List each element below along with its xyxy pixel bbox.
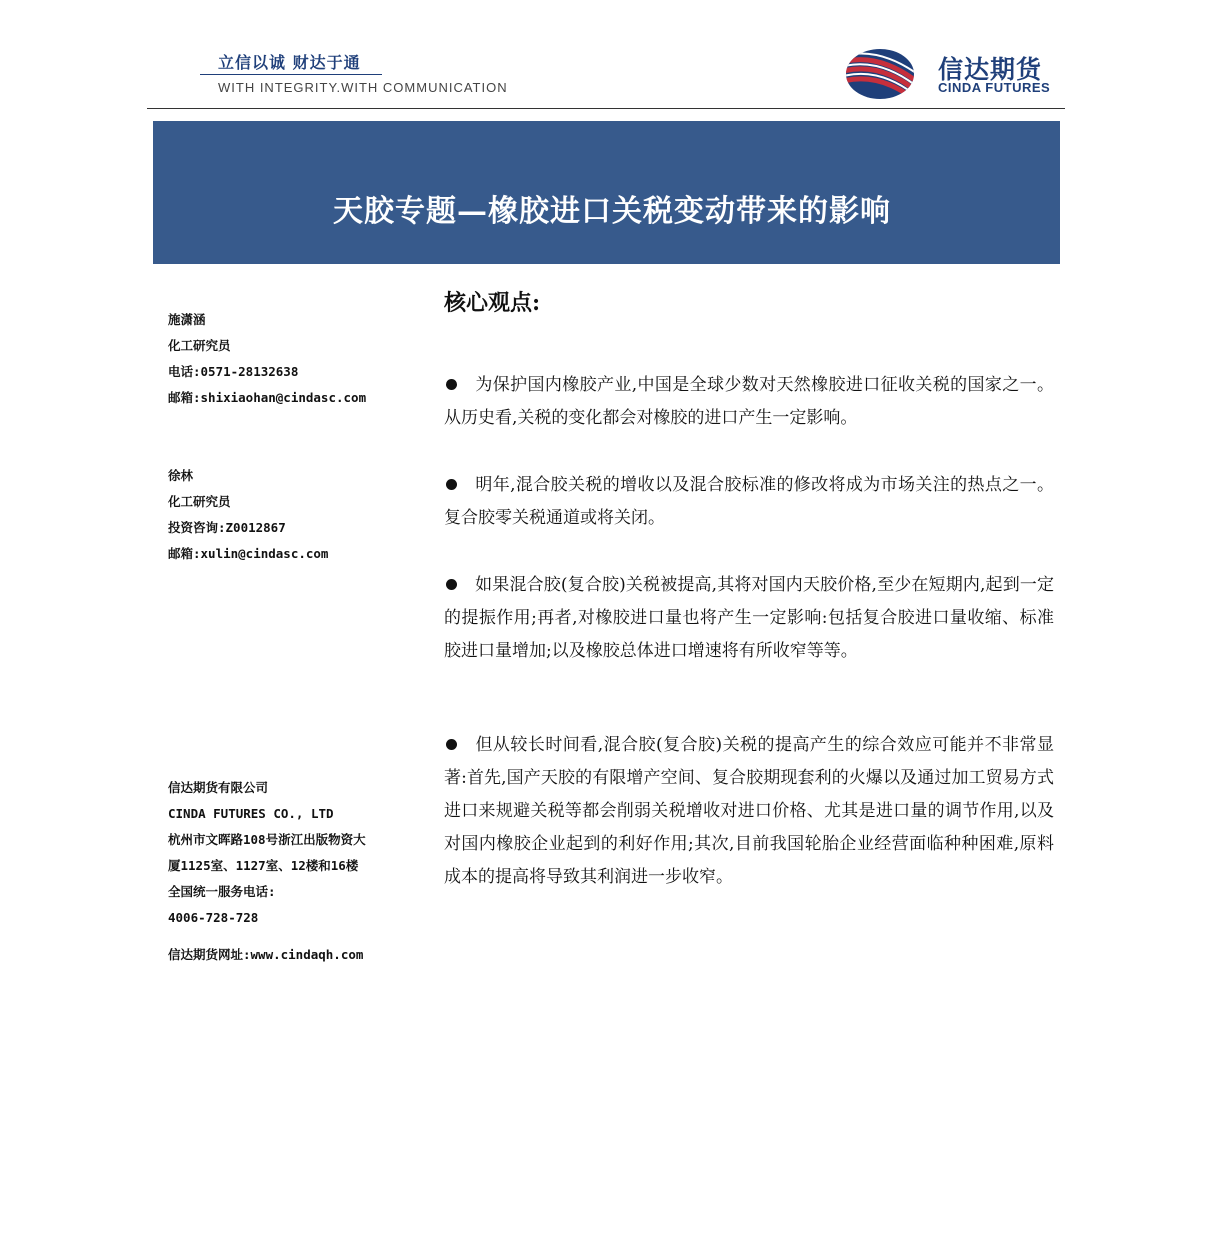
analyst-2-block (168, 463, 328, 567)
company-name-en: CINDA FUTURES CO., LTD (168, 806, 334, 821)
company-address-1: 杭州市文晖路108号浙江出版物资大 (168, 832, 366, 847)
analyst-1-block (168, 307, 366, 411)
company-hotline-label: 全国统一服务电话: (168, 884, 276, 899)
analyst-1-phone: 电话:0571-28132638 (168, 364, 299, 379)
slogan-underline (200, 74, 382, 75)
bullet-icon (446, 379, 457, 390)
slogan-cn: 立信以诚 财达于通 (218, 53, 361, 72)
analyst-2-email: 邮箱:xulin@cindasc.com (168, 546, 329, 561)
logo-text-en: CINDA FUTURES (938, 80, 1051, 95)
analyst-2-name: 徐林 (168, 468, 194, 483)
section-title: 核心观点: (444, 290, 541, 316)
header-divider (147, 108, 1065, 109)
analyst-1-email: 邮箱:shixiaohan@cindasc.com (168, 390, 367, 405)
bullet-icon (446, 579, 457, 590)
analyst-2-role: 化工研究员 (168, 494, 231, 509)
key-point-3 (444, 569, 1054, 668)
bullet-icon (446, 739, 457, 750)
company-website: 信达期货网址:www.cindaqh.com (168, 947, 364, 962)
logo-text-cn: 信达期货 (938, 55, 1043, 84)
company-hotline: 4006-728-728 (168, 910, 259, 925)
key-point-text: 但从较长时间看,混合胶(复合胶)关税的提高产生的综合效应可能并不非常显著:首先,国产天胶的有限增产空间、复合胶期现套利的火爆以及通过加工贸易方式进口来规避关税等都会削弱关税增收对进口价格、尤其是进口量的调节作用,以及对国内橡胶企业起到的利好作用;其次,目前我国轮胎企业经营面临种种困难,原料成本的提高将导致其利润进一步收窄。 (444, 735, 1054, 887)
key-point-2 (444, 469, 1054, 535)
company-website-block (168, 942, 363, 968)
analyst-1-role: 化工研究员 (168, 338, 231, 353)
analyst-1-name: 施潇涵 (168, 312, 206, 327)
company-block (168, 775, 366, 931)
key-point-text: 明年,混合胶关税的增收以及混合胶标准的修改将成为市场关注的热点之一。复合胶零关税通道或将关闭。 (444, 475, 1054, 528)
company-address-2: 厦1125室、1127室、12楼和16楼 (168, 858, 359, 873)
report-title: 天胶专题—橡胶进口关税变动带来的影响 (333, 194, 891, 229)
bullet-icon (446, 479, 457, 490)
key-point-4 (444, 729, 1054, 894)
company-name-cn: 信达期货有限公司 (168, 780, 269, 795)
key-point-text: 为保护国内橡胶产业,中国是全球少数对天然橡胶进口征收关税的国家之一。从历史看,关税的变化都会对橡胶的进口产生一定影响。 (444, 375, 1054, 428)
slogan-en: WITH INTEGRITY.WITH COMMUNICATION (218, 80, 508, 95)
key-point-1 (444, 369, 1054, 435)
analyst-2-license: 投资咨询:Z0012867 (168, 520, 286, 535)
key-point-text: 如果混合胶(复合胶)关税被提高,其将对国内天胶价格,至少在短期内,起到一定的提振作用;再者,对橡胶进口量也将产生一定影响:包括复合胶进口量收缩、标准胶进口量增加;以及橡胶总体进口增速将有所收窄等等。 (444, 575, 1054, 661)
